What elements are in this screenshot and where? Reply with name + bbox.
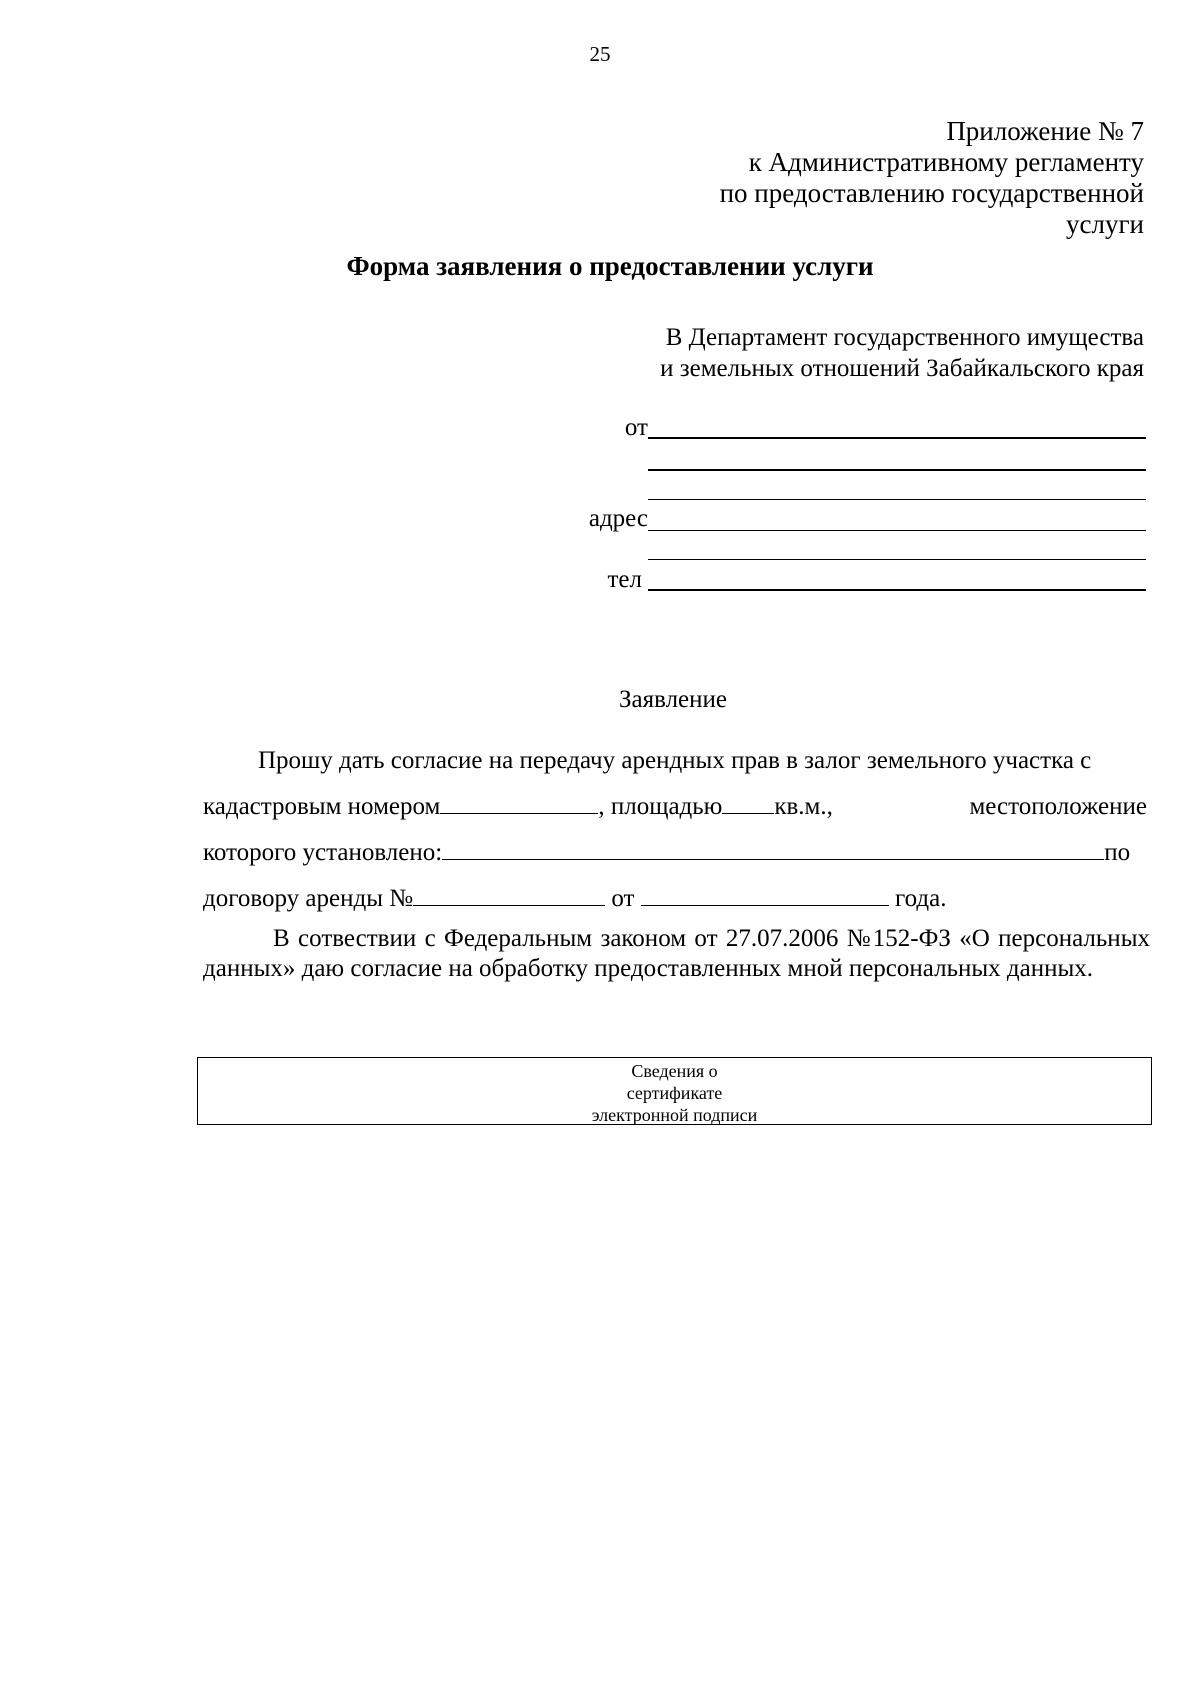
signature-line-3: электронной подписи [591,1105,758,1125]
appendix-line-2: к Административному регламенту [748,147,1144,177]
location-blank[interactable] [442,839,1104,860]
request-line-1: Прошу дать согласие на передачу арендных прав в залог земельного участка с [258,747,1092,774]
signature-certificate-box [197,1057,1152,1125]
from-field-line-2[interactable] [648,469,1146,471]
area-unit: кв.м., [774,793,833,820]
appendix-header [720,116,1144,240]
document-title: Заявление [618,686,728,713]
address-field-line-1[interactable] [648,530,1146,531]
recipient-block [660,322,1144,384]
recipient-line-2: и земельных отношений Забайкальского края [660,355,1144,382]
signature-certificate-text [198,1060,1151,1126]
date-from-label: от [611,885,635,912]
request-line-2 [203,793,833,821]
signature-line-2: сертификате [626,1083,723,1103]
page-number: 25 [589,42,611,66]
contract-label: договору аренды № [203,885,414,912]
by-label: по [1104,839,1131,866]
contract-date-blank[interactable] [641,885,889,906]
phone-label: тел [607,566,642,593]
area-blank[interactable] [722,793,774,814]
contract-number-blank[interactable] [413,885,605,906]
from-label: от [624,414,648,441]
request-line-3 [203,839,1130,867]
appendix-line-1: Приложение № 7 [946,116,1144,146]
year-label: года. [894,885,947,912]
from-field-line-3[interactable] [648,499,1146,500]
cadastral-number-blank[interactable] [440,793,598,814]
form-title: Форма заявления о предоставлении услуги [346,251,874,281]
phone-field-line[interactable] [648,589,1146,591]
consent-paragraph: В сотвествии с Федеральным законом от 27.07.2006 №152-ФЗ «О персональных данных» даю согласие на обработку предоставленных мной персональных данных. [203,925,1150,982]
location-label: местоположение [969,793,1147,820]
from-field-line-1[interactable] [648,437,1146,439]
address-label: адрес [588,505,648,532]
cadastral-label: кадастровым номером [203,793,441,820]
area-label: , площадью [598,793,723,820]
appendix-line-4: услуги [1066,209,1144,239]
recipient-line-1: В Департамент государственного имущества [665,324,1144,351]
address-field-line-2[interactable] [648,559,1146,560]
established-label: которого установлено: [203,839,443,866]
request-line-4 [203,885,946,913]
signature-line-1: Сведения о [631,1061,718,1081]
appendix-line-3: по предоставлению государственной [719,178,1144,208]
